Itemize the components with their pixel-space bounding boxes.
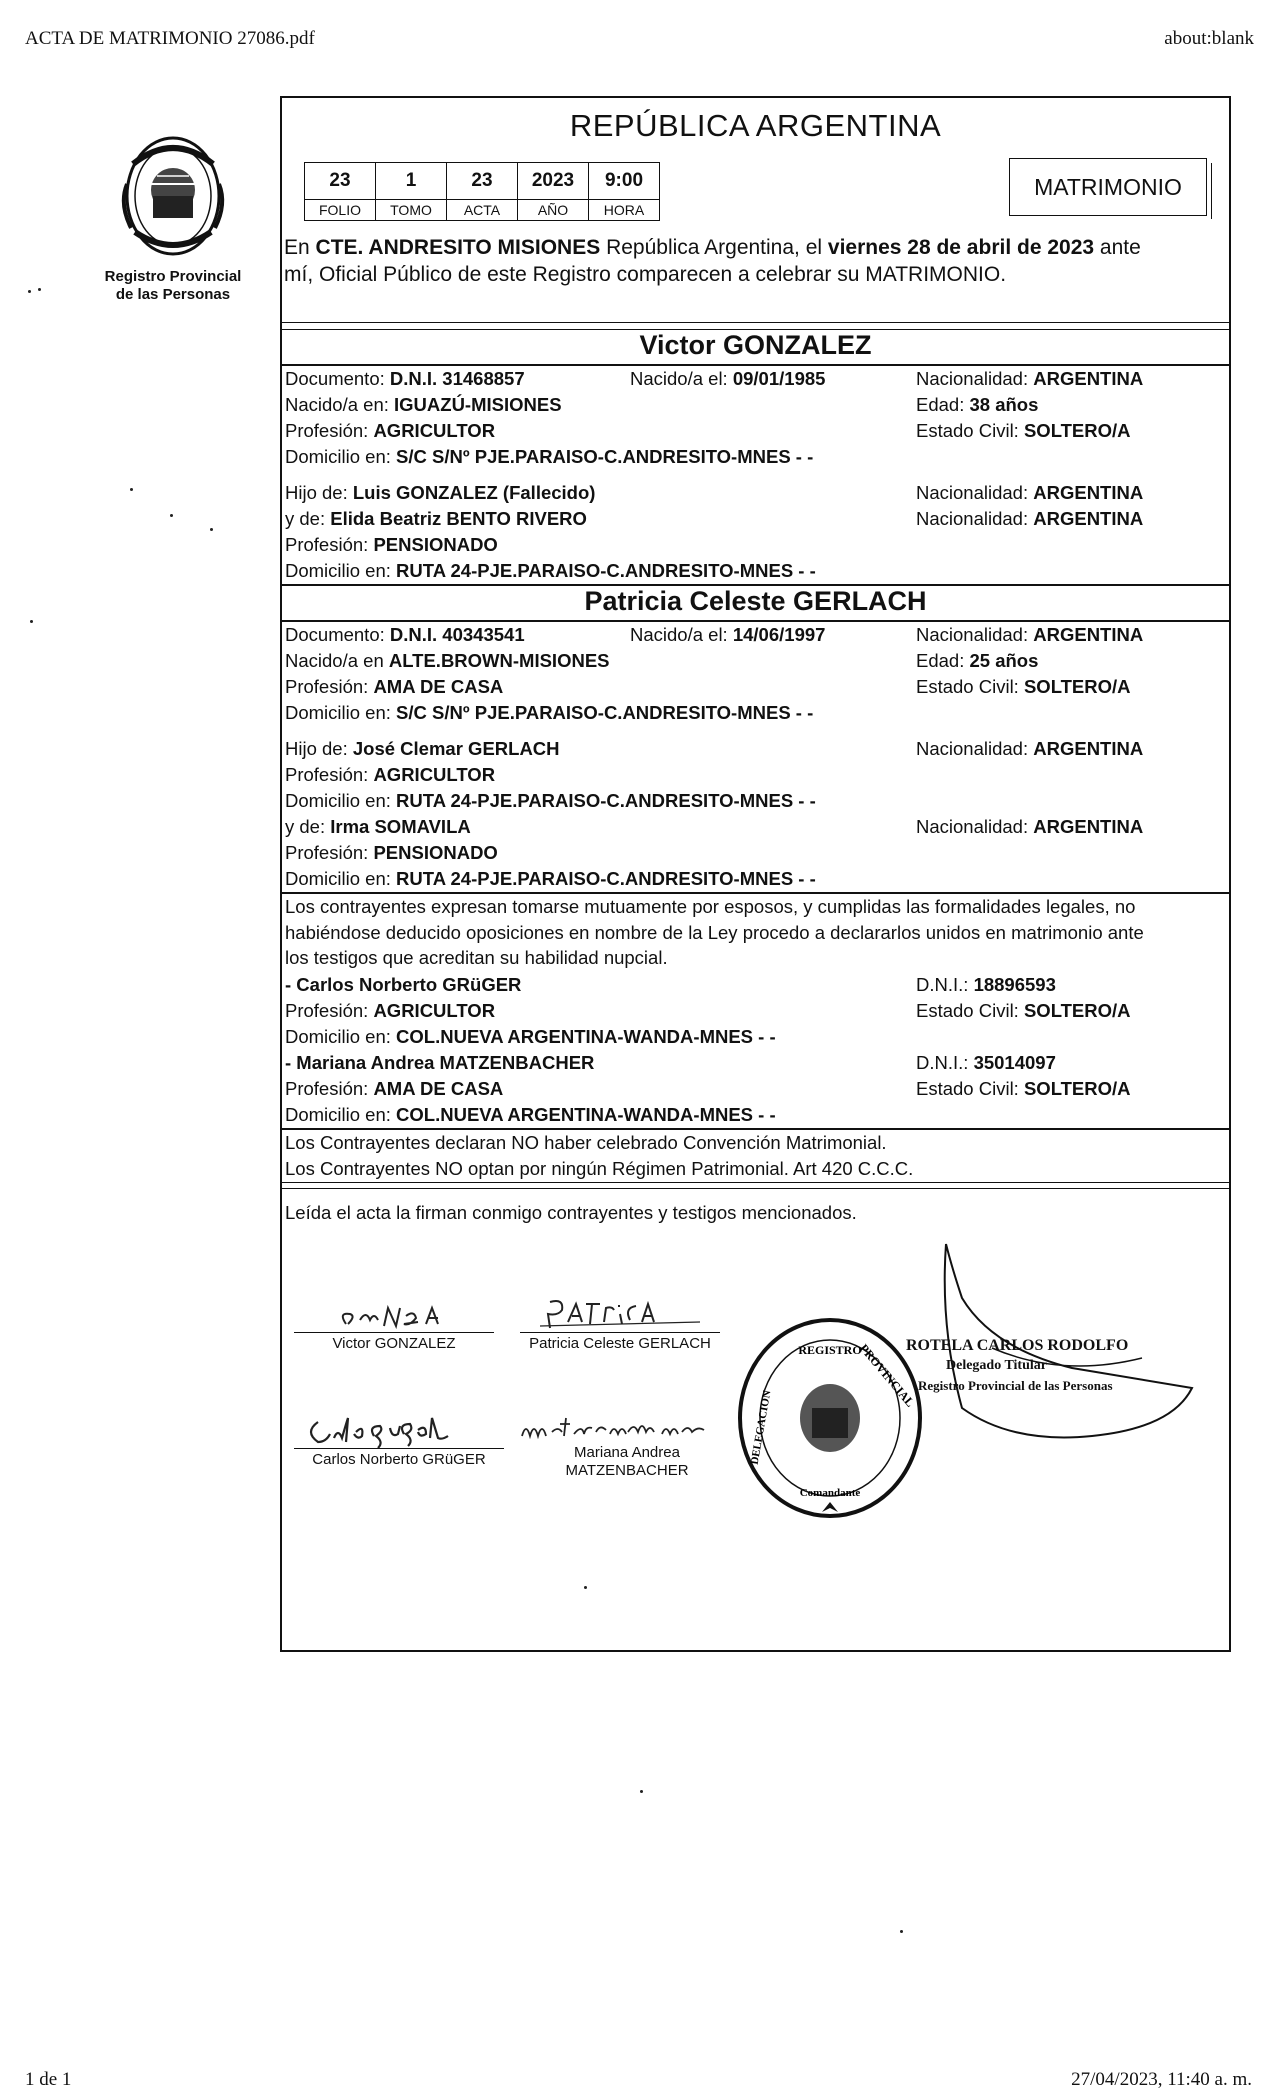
folio-label: FOLIO (305, 200, 376, 221)
bride-signature-label: Patricia Celeste GERLACH (529, 1335, 711, 1352)
declaration-line-1: Los contrayentes expresan tomarse mutuamente por esposos, y cumplidas las formalidades legales, no (285, 896, 1136, 917)
anio-value: 2023 (518, 163, 589, 200)
bride-born-date: 14/06/1997 (732, 624, 826, 645)
anio-label: AÑO (518, 200, 589, 221)
groom-born-date: 09/01/1985 (732, 368, 826, 389)
witness2-prof: AMA DE CASA (373, 1078, 504, 1099)
bride-mother: Irma SOMAVILA (330, 816, 471, 837)
declaration-line-3: los testigos que acreditan su habilidad nupcial. (285, 947, 668, 968)
witness2-name: - Mariana Andrea MATZENBACHER (285, 1052, 595, 1073)
bride-name: Patricia Celeste GERLACH (584, 586, 927, 616)
official-title: Delegado Titular (946, 1358, 1047, 1373)
witness2-dni: 35014097 (973, 1052, 1056, 1073)
bride-father-prof: AGRICULTOR (373, 764, 496, 785)
document-type-box: MATRIMONIO (1009, 158, 1207, 216)
witness2-signature (512, 1404, 742, 1480)
bride-address-label: Domicilio en: (285, 702, 391, 723)
groom-father-nat-label: Nacionalidad: (916, 482, 1029, 503)
bride-nat: ARGENTINA (1033, 624, 1144, 645)
regime-line-1: Los Contrayentes declaran NO haber celebrado Convención Matrimonial. (285, 1132, 887, 1153)
bride-nat-label: Nacionalidad: (916, 624, 1029, 645)
witness1-prof-label: Profesión: (285, 1000, 369, 1021)
declaration-line-2: habiéndose deducido oposiciones en nombre de la Ley procedo a declararlos unidos en matrimonio ante (285, 921, 1144, 943)
witness1-status: SOLTERO/A (1023, 1000, 1131, 1021)
groom-prof: AGRICULTOR (373, 420, 496, 441)
intro-paragraph (284, 234, 1227, 288)
groom-parents-address: RUTA 24-PJE.PARAISO-C.ANDRESITO-MNES - - (396, 560, 816, 581)
bride-father: José Clemar GERLACH (352, 738, 560, 759)
hora-value: 9:00 (589, 163, 660, 200)
bride-mother-prof: PENSIONADO (373, 842, 498, 863)
marriage-certificate (280, 96, 1231, 1652)
witness2-address: COL.NUEVA ARGENTINA-WANDA-MNES - - (396, 1104, 776, 1125)
groom-signature (294, 1298, 494, 1352)
witness1-prof: AGRICULTOR (373, 1000, 496, 1021)
bride-father-address: RUTA 24-PJE.PARAISO-C.ANDRESITO-MNES - - (396, 790, 816, 811)
bride-handwritten-signature (520, 1292, 720, 1332)
groom-mother-label: y de: (285, 508, 326, 529)
bride-signature (520, 1292, 720, 1352)
groom-mother-nat-label: Nacionalidad: (916, 508, 1029, 529)
bride-born-place: ALTE.BROWN-MISIONES (388, 650, 610, 671)
registry-logo (98, 124, 248, 304)
groom-handwritten-signature (294, 1298, 494, 1332)
groom-address: S/C S/Nº PJE.PARAISO-C.ANDRESITO-MNES - - (396, 446, 814, 467)
witness1-handwritten-signature (294, 1408, 504, 1448)
bride-prof: AMA DE CASA (373, 676, 504, 697)
svg-text:DELEGACION: DELEGACION (748, 1389, 774, 1466)
bride-mother-nat: ARGENTINA (1033, 816, 1144, 837)
page-counter: 1 de 1 (25, 2069, 72, 2090)
groom-born-place-label: Nacido/a en: (285, 394, 389, 415)
intro-place: CTE. ANDRESITO MISIONES (315, 236, 601, 259)
groom-nat-label: Nacionalidad: (916, 368, 1029, 389)
groom-parents-address-label: Domicilio en: (285, 560, 391, 581)
groom-name: Victor GONZALEZ (639, 330, 872, 360)
intro-line-2: mí, Oficial Público de este Registro comparecen a celebrar su MATRIMONIO. (284, 263, 1007, 286)
intro-text-1: En (284, 236, 316, 259)
groom-prof-label: Profesión: (285, 420, 369, 441)
intro-text-3: ante (1094, 236, 1141, 259)
witness2-address-label: Domicilio en: (285, 1104, 391, 1125)
acta-value: 23 (447, 163, 518, 200)
witness1-name: - Carlos Norberto GRüGER (285, 974, 522, 995)
witness1-address-label: Domicilio en: (285, 1026, 391, 1047)
acta-label: ACTA (447, 200, 518, 221)
bride-age-label: Edad: (916, 650, 965, 671)
official-stamp (906, 1336, 1206, 1396)
bride-mother-address: RUTA 24-PJE.PARAISO-C.ANDRESITO-MNES - - (396, 868, 816, 889)
witness1-address: COL.NUEVA ARGENTINA-WANDA-MNES - - (396, 1026, 776, 1047)
tomo-label: TOMO (376, 200, 447, 221)
bride-doc-label: Documento: (285, 624, 385, 645)
svg-text:PROVINCIAL: PROVINCIAL (856, 1341, 918, 1410)
bride-age: 25 años (969, 650, 1039, 671)
declaration-paragraph (285, 894, 1226, 971)
groom-father-nat: ARGENTINA (1033, 482, 1144, 503)
groom-doc: D.N.I. 31468857 (389, 368, 525, 389)
witness2-signature-label-2: MATZENBACHER (565, 1462, 689, 1479)
groom-mother-prof: PENSIONADO (373, 534, 498, 555)
witness2-handwritten-signature (512, 1404, 742, 1444)
groom-mother-nat: ARGENTINA (1033, 508, 1144, 529)
folio-value: 23 (305, 163, 376, 200)
official-office: Registro Provincial de las Personas (918, 1378, 1113, 1393)
witness1-dni-label: D.N.I.: (916, 974, 969, 995)
bride-doc: D.N.I. 40343541 (389, 624, 525, 645)
groom-born-place: IGUAZÚ-MISIONES (394, 394, 562, 415)
svg-text:REGISTRO: REGISTRO (798, 1343, 862, 1357)
groom-mother: Elida Beatriz BENTO RIVERO (330, 508, 587, 529)
groom-mother-prof-label: Profesión: (285, 534, 369, 555)
tab-title: ACTA DE MATRIMONIO 27086.pdf (25, 28, 315, 49)
groom-status: SOLTERO/A (1023, 420, 1131, 441)
witness2-prof-label: Profesión: (285, 1078, 369, 1099)
witness2-signature-label-1: Mariana Andrea (574, 1444, 680, 1461)
groom-signature-label: Victor GONZALEZ (332, 1335, 456, 1352)
regime-paragraph (285, 1130, 1226, 1181)
regime-line-2: Los Contrayentes NO optan por ningún Régimen Patrimonial. Art 420 C.C.C. (285, 1157, 914, 1179)
bride-mother-prof-label: Profesión: (285, 842, 369, 863)
svg-text:Comandante: Comandante (799, 1487, 861, 1499)
groom-age-label: Edad: (916, 394, 965, 415)
bride-father-prof-label: Profesión: (285, 764, 369, 785)
witness2-dni-label: D.N.I.: (916, 1052, 969, 1073)
hora-label: HORA (589, 200, 660, 221)
bride-mother-address-label: Domicilio en: (285, 868, 391, 889)
coat-of-arms-icon (113, 124, 233, 264)
bride-address: S/C S/Nº PJE.PARAISO-C.ANDRESITO-MNES - - (396, 702, 814, 723)
bride-born-date-label: Nacido/a el: (630, 624, 728, 645)
bride-status: SOLTERO/A (1023, 676, 1131, 697)
bride-father-nat-label: Nacionalidad: (916, 738, 1029, 759)
witness1-signature-label: Carlos Norberto GRüGER (312, 1451, 486, 1468)
bride-born-place-label: Nacido/a en (285, 650, 384, 671)
groom-age: 38 años (969, 394, 1039, 415)
groom-doc-label: Documento: (285, 368, 385, 389)
url-label: about:blank (1164, 28, 1254, 49)
tomo-value: 1 (376, 163, 447, 200)
intro-date: viernes 28 de abril de 2023 (827, 236, 1095, 259)
witness1-status-label: Estado Civil: (916, 1000, 1019, 1021)
bride-status-label: Estado Civil: (916, 676, 1019, 697)
bride-father-label: Hijo de: (285, 738, 348, 759)
intro-text-2: República Argentina, el (600, 236, 828, 259)
witness2-status-label: Estado Civil: (916, 1078, 1019, 1099)
groom-father: Luis GONZALEZ (Fallecido) (352, 482, 596, 503)
groom-address-label: Domicilio en: (285, 446, 391, 467)
bride-prof-label: Profesión: (285, 676, 369, 697)
groom-father-label: Hijo de: (285, 482, 348, 503)
document-title: REPÚBLICA ARGENTINA (569, 108, 942, 143)
witness1-signature (294, 1408, 504, 1468)
groom-status-label: Estado Civil: (916, 420, 1019, 441)
logo-caption-line1: Registro Provincial (104, 268, 242, 285)
witness2-status: SOLTERO/A (1023, 1078, 1131, 1099)
print-date: 27/04/2023, 11:40 a. m. (1071, 2069, 1252, 2090)
bride-father-nat: ARGENTINA (1033, 738, 1144, 759)
groom-born-date-label: Nacido/a el: (630, 368, 728, 389)
official-name: ROTELA CARLOS RODOLFO (906, 1337, 1129, 1354)
bride-mother-nat-label: Nacionalidad: (916, 816, 1029, 837)
groom-nat: ARGENTINA (1033, 368, 1144, 389)
witness1-dni: 18896593 (973, 974, 1056, 995)
registry-table (304, 162, 660, 221)
closing-text: Leída el acta la firman conmigo contrayentes y testigos mencionados. (285, 1202, 857, 1223)
bride-father-address-label: Domicilio en: (285, 790, 391, 811)
logo-caption-line2: de las Personas (115, 286, 231, 303)
bride-mother-label: y de: (285, 816, 326, 837)
